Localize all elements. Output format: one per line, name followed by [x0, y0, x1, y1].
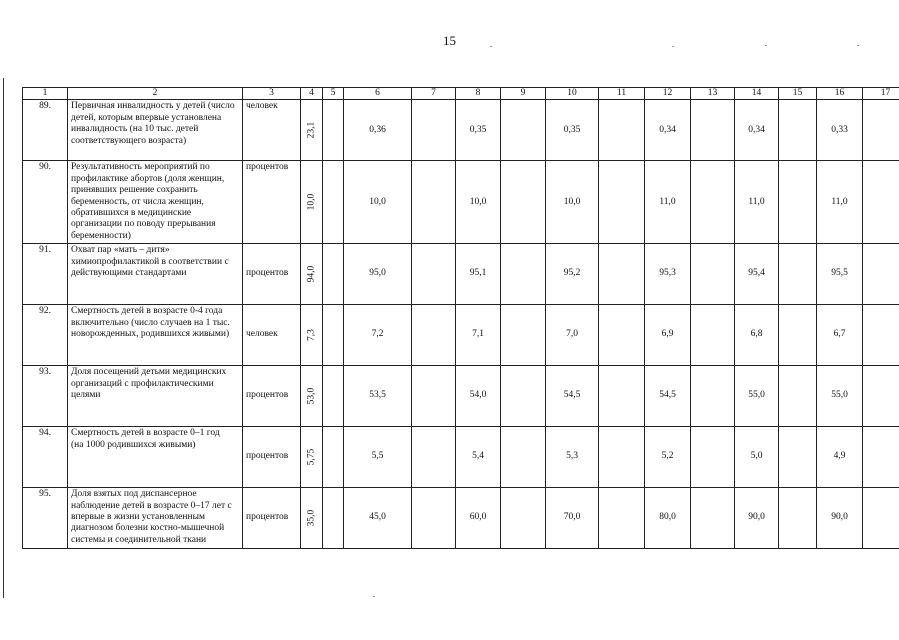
value-col-10: 95,2: [546, 244, 599, 305]
unit-of-measure: процентов: [243, 244, 301, 305]
value-col-7: [412, 366, 456, 427]
value-col-10: 70,0: [546, 488, 599, 549]
value-col-9: [501, 488, 546, 549]
table-row: [23, 366, 899, 427]
value-col-15: [779, 244, 817, 305]
value-col-12: 5,2: [645, 427, 691, 488]
unit-of-measure: процентов: [243, 488, 301, 549]
value-col-6: 95,0: [344, 244, 412, 305]
value-col-8: 5,4: [456, 427, 501, 488]
indicator-name: Смертность детей в возрасте 0-4 года включительно (число случаев на 1 тыс. новорожденных, родившихся живыми): [68, 305, 243, 366]
value-col-16: 90,0: [817, 488, 863, 549]
indicator-name: Охват пар «мать – дитя» химиопрофилактикой в соответствии с действующими стандартами: [68, 244, 243, 305]
value-col-13: [691, 100, 735, 161]
column-header-5: 5: [323, 88, 344, 100]
base-value: [301, 100, 323, 161]
indicator-name: Доля посещений детьми медицинских организаций с профилактическими целями: [68, 366, 243, 427]
value-col-12: 80,0: [645, 488, 691, 549]
value-col-13: [691, 488, 735, 549]
value-col-17: [863, 366, 899, 427]
value-col-12: 6,9: [645, 305, 691, 366]
column-header-8: 8: [456, 88, 501, 100]
unit-of-measure: человек: [243, 305, 301, 366]
value-col-6: 7,2: [344, 305, 412, 366]
value-col-16: 55,0: [817, 366, 863, 427]
value-col-8: 10,0: [456, 161, 501, 244]
unit-of-measure: человек: [243, 100, 301, 161]
table-row: [23, 100, 899, 161]
column-header-10: 10: [546, 88, 599, 100]
value-col-13: [691, 305, 735, 366]
column-header-6: 6: [344, 88, 412, 100]
value-col-9: [501, 161, 546, 244]
table-row: [23, 244, 899, 305]
row-number: 94.: [23, 427, 68, 488]
base-value-text: 53,0: [305, 387, 316, 405]
value-col-15: [779, 161, 817, 244]
indicator-name: Первичная инвалидность у детей (число детей, которым впервые установлена инвалидность (на 10 тыс. детей соответствующего возраста): [68, 100, 243, 161]
indicator-name: Смертность детей в возрасте 0–1 год (на 1000 родившихся живыми): [68, 427, 243, 488]
value-col-8: 95,1: [456, 244, 501, 305]
value-col-6: 5,5: [344, 427, 412, 488]
value-col-17: [863, 305, 899, 366]
value-col-7: [412, 100, 456, 161]
value-col-13: [691, 244, 735, 305]
value-col-8: 0,35: [456, 100, 501, 161]
column-header-11: 11: [599, 88, 645, 100]
left-margin-rule: [3, 78, 4, 598]
value-col-14: 11,0: [735, 161, 779, 244]
row-number: 91.: [23, 244, 68, 305]
value-col-14: 6,8: [735, 305, 779, 366]
value-col-8: 60,0: [456, 488, 501, 549]
value-col-10: 5,3: [546, 427, 599, 488]
value-col-14: 5,0: [735, 427, 779, 488]
value-col-5: [323, 305, 344, 366]
value-col-16: 11,0: [817, 161, 863, 244]
value-col-10: 7,0: [546, 305, 599, 366]
value-col-14: 55,0: [735, 366, 779, 427]
column-header-9: 9: [501, 88, 546, 100]
value-col-9: [501, 366, 546, 427]
column-header-16: 16: [817, 88, 863, 100]
value-col-17: [863, 161, 899, 244]
value-col-13: [691, 161, 735, 244]
value-col-16: 95,5: [817, 244, 863, 305]
value-col-11: [599, 100, 645, 161]
value-col-12: 95,3: [645, 244, 691, 305]
value-col-5: [323, 244, 344, 305]
value-col-17: [863, 100, 899, 161]
value-col-12: 11,0: [645, 161, 691, 244]
column-header-15: 15: [779, 88, 817, 100]
value-col-6: 45,0: [344, 488, 412, 549]
column-header-3: 3: [243, 88, 301, 100]
row-number: 95.: [23, 488, 68, 549]
value-col-14: 90,0: [735, 488, 779, 549]
value-col-7: [412, 244, 456, 305]
base-value: [301, 244, 323, 305]
value-col-9: [501, 305, 546, 366]
base-value-text: 5,75: [305, 448, 316, 466]
base-value: [301, 305, 323, 366]
value-col-13: [691, 366, 735, 427]
column-header-13: 13: [691, 88, 735, 100]
value-col-15: [779, 366, 817, 427]
value-col-10: 0,35: [546, 100, 599, 161]
value-col-15: [779, 100, 817, 161]
value-col-11: [599, 161, 645, 244]
base-value-text: 23,1: [305, 122, 316, 139]
value-col-11: [599, 366, 645, 427]
table-row: [23, 161, 899, 244]
value-col-10: 54,5: [546, 366, 599, 427]
value-col-7: [412, 488, 456, 549]
value-col-6: 0,36: [344, 100, 412, 161]
value-col-11: [599, 488, 645, 549]
base-value: [301, 488, 323, 549]
column-header-4: 4: [301, 88, 323, 100]
row-number: 93.: [23, 366, 68, 427]
value-col-13: [691, 427, 735, 488]
column-header-1: 1: [23, 88, 68, 100]
value-col-11: [599, 305, 645, 366]
value-col-8: 7,1: [456, 305, 501, 366]
column-header-7: 7: [412, 88, 456, 100]
value-col-8: 54,0: [456, 366, 501, 427]
value-col-14: 95,4: [735, 244, 779, 305]
value-col-7: [412, 427, 456, 488]
table-row: [23, 427, 899, 488]
value-col-16: 6,7: [817, 305, 863, 366]
base-value-text: 7,3: [305, 329, 316, 342]
value-col-14: 0,34: [735, 100, 779, 161]
value-col-7: [412, 161, 456, 244]
value-col-9: [501, 100, 546, 161]
value-col-12: 54,5: [645, 366, 691, 427]
base-value-text: 10,0: [305, 193, 316, 211]
column-header-12: 12: [645, 88, 691, 100]
indicators-table: [22, 87, 899, 549]
value-col-16: 4,9: [817, 427, 863, 488]
row-number: 92.: [23, 305, 68, 366]
indicator-name: Доля взятых под диспансерное наблюдение детей в возрасте 0–17 лет с впервые в жизни установленным диагнозом болезни костно-мышечной системы и соединительной ткани: [68, 488, 243, 549]
row-number: 90.: [23, 161, 68, 244]
unit-of-measure: процентов: [243, 427, 301, 488]
value-col-11: [599, 427, 645, 488]
unit-of-measure: процентов: [243, 161, 301, 244]
page-number: 15: [443, 33, 456, 48]
value-col-5: [323, 427, 344, 488]
value-col-15: [779, 427, 817, 488]
header-row: [23, 88, 899, 100]
table-row: [23, 305, 899, 366]
base-value: [301, 366, 323, 427]
value-col-12: 0,34: [645, 100, 691, 161]
table-row: [23, 488, 899, 549]
value-col-5: [323, 488, 344, 549]
value-col-9: [501, 427, 546, 488]
value-col-11: [599, 244, 645, 305]
value-col-17: [863, 427, 899, 488]
value-col-5: [323, 366, 344, 427]
value-col-9: [501, 244, 546, 305]
value-col-5: [323, 100, 344, 161]
value-col-17: [863, 488, 899, 549]
value-col-17: [863, 244, 899, 305]
value-col-15: [779, 305, 817, 366]
value-col-10: 10,0: [546, 161, 599, 244]
value-col-15: [779, 488, 817, 549]
column-header-14: 14: [735, 88, 779, 100]
value-col-6: 53,5: [344, 366, 412, 427]
base-value-text: 35,0: [305, 509, 316, 527]
value-col-5: [323, 161, 344, 244]
column-header-17: 17: [863, 88, 899, 100]
value-col-16: 0,33: [817, 100, 863, 161]
indicator-name: Результативность мероприятий по профилактике абортов (доля женщин, принявших решение сохранить беременность, от числа женщин, обратившихся в медицинские организации по поводу прерывания беременности): [68, 161, 243, 244]
base-value: [301, 427, 323, 488]
base-value-text: 94,0: [305, 265, 316, 283]
value-col-7: [412, 305, 456, 366]
base-value: [301, 161, 323, 244]
unit-of-measure: процентов: [243, 366, 301, 427]
column-header-2: 2: [68, 88, 243, 100]
row-number: 89.: [23, 100, 68, 161]
value-col-6: 10,0: [344, 161, 412, 244]
